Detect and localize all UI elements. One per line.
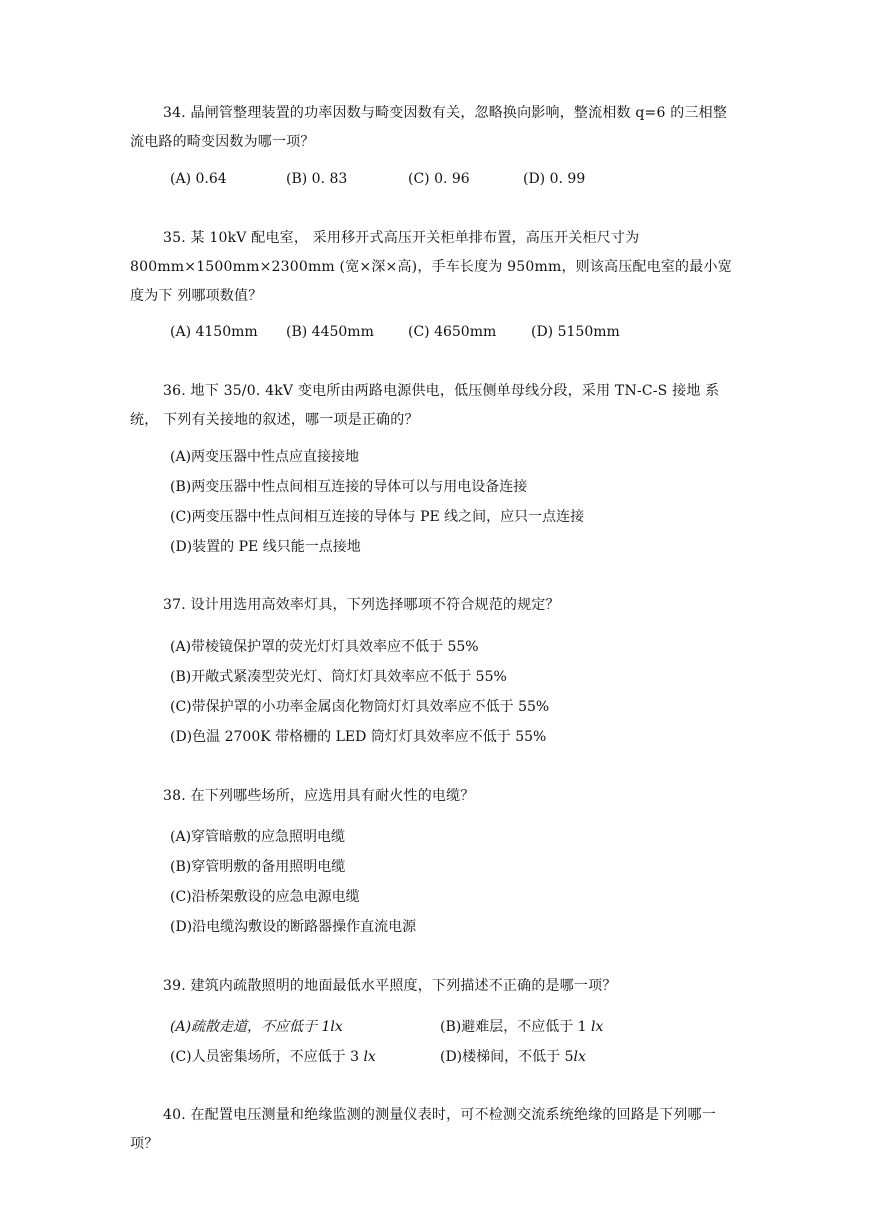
question-text: 37. 设计用选用高效率灯具，下列选择哪项不符合规范的规定？ — [163, 597, 560, 613]
option-c: (C) 0. 96 — [408, 171, 470, 187]
option-a: (A)两变压器中性点应直接接地 — [170, 449, 360, 465]
option-a: (A) 0.64 — [170, 171, 227, 187]
option-c: (C)人员密集场所，不应低于 3 lx — [170, 1049, 376, 1065]
question-text: 34. 晶闸管整理装置的功率因数与畸变因数有关，忽略换向影响，整流相数 q=6 的三相整流电路的畸变因数为哪一项？ — [130, 105, 728, 150]
option-c: (C)带保护罩的小功率金属卤化物筒灯灯具效率应不低于 55% — [170, 699, 550, 715]
option-d: (D)楼梯间，不低于 5lx — [440, 1049, 586, 1065]
option-d: (D)色温 2700K 带格栅的 LED 筒灯灯具效率应不低于 55% — [170, 729, 547, 745]
option-c: (C) 4650mm — [408, 324, 497, 340]
option-d: (D)装置的 PE 线只能一点接地 — [170, 539, 361, 555]
option-d: (D) 0. 99 — [523, 171, 586, 187]
option-c: (C)两变压器中性点间相互连接的导体与 PE 线之间，应只一点连接 — [170, 509, 585, 525]
question-text: 35. 某 10kV 配电室， 采用移开式高压开关柜单排布置，高压开关柜尺寸为 800mm×1500mm×2300mm (宽×深×高)，手车长度为 950mm，则该高压配电室的最小宽度为下 列哪项数值？ — [130, 230, 732, 304]
question-text: 38. 在下列哪些场所，应选用具有耐火性的电缆？ — [163, 788, 475, 804]
option-a: (A)疏散走道，不应低于 1lx — [170, 1019, 343, 1035]
option-a: (A)穿管暗敷的应急照明电缆 — [170, 829, 346, 845]
question-text: 40. 在配置电压测量和绝缘监测的测量仪表时，可不检测交流系统绝缘的回路是下列哪一项？ — [130, 1107, 716, 1152]
option-b: (B) 4450mm — [286, 324, 374, 340]
option-d: (D) 5150mm — [531, 324, 620, 340]
option-a: (A) 4150mm — [170, 324, 258, 340]
option-b: (B)避难层，不应低于 1 lx — [440, 1019, 604, 1035]
option-d: (D)沿电缆沟敷设的断路器操作直流电源 — [170, 919, 417, 935]
option-c: (C)沿桥架敷设的应急电源电缆 — [170, 889, 360, 905]
option-b: (B)开敞式紧凑型荧光灯、筒灯灯具效率应不低于 55% — [170, 669, 507, 685]
option-b: (B) 0. 83 — [286, 171, 348, 187]
question-text: 39. 建筑内疏散照明的地面最低水平照度，下列描述不正确的是哪一项？ — [163, 978, 617, 994]
option-b: (B)穿管明敷的备用照明电缆 — [170, 859, 346, 875]
option-b: (B)两变压器中性点间相互连接的导体可以与用电设备连接 — [170, 479, 528, 495]
question-text: 36. 地下 35/0. 4kV 变电所由两路电源供电，低压侧单母线分段，采用 TN-C-S 接地 系统， 下列有关接地的叙述，哪一项是正确的？ — [130, 383, 720, 428]
option-a: (A)带棱镜保护罩的荧光灯灯具效率应不低于 55% — [170, 639, 479, 655]
